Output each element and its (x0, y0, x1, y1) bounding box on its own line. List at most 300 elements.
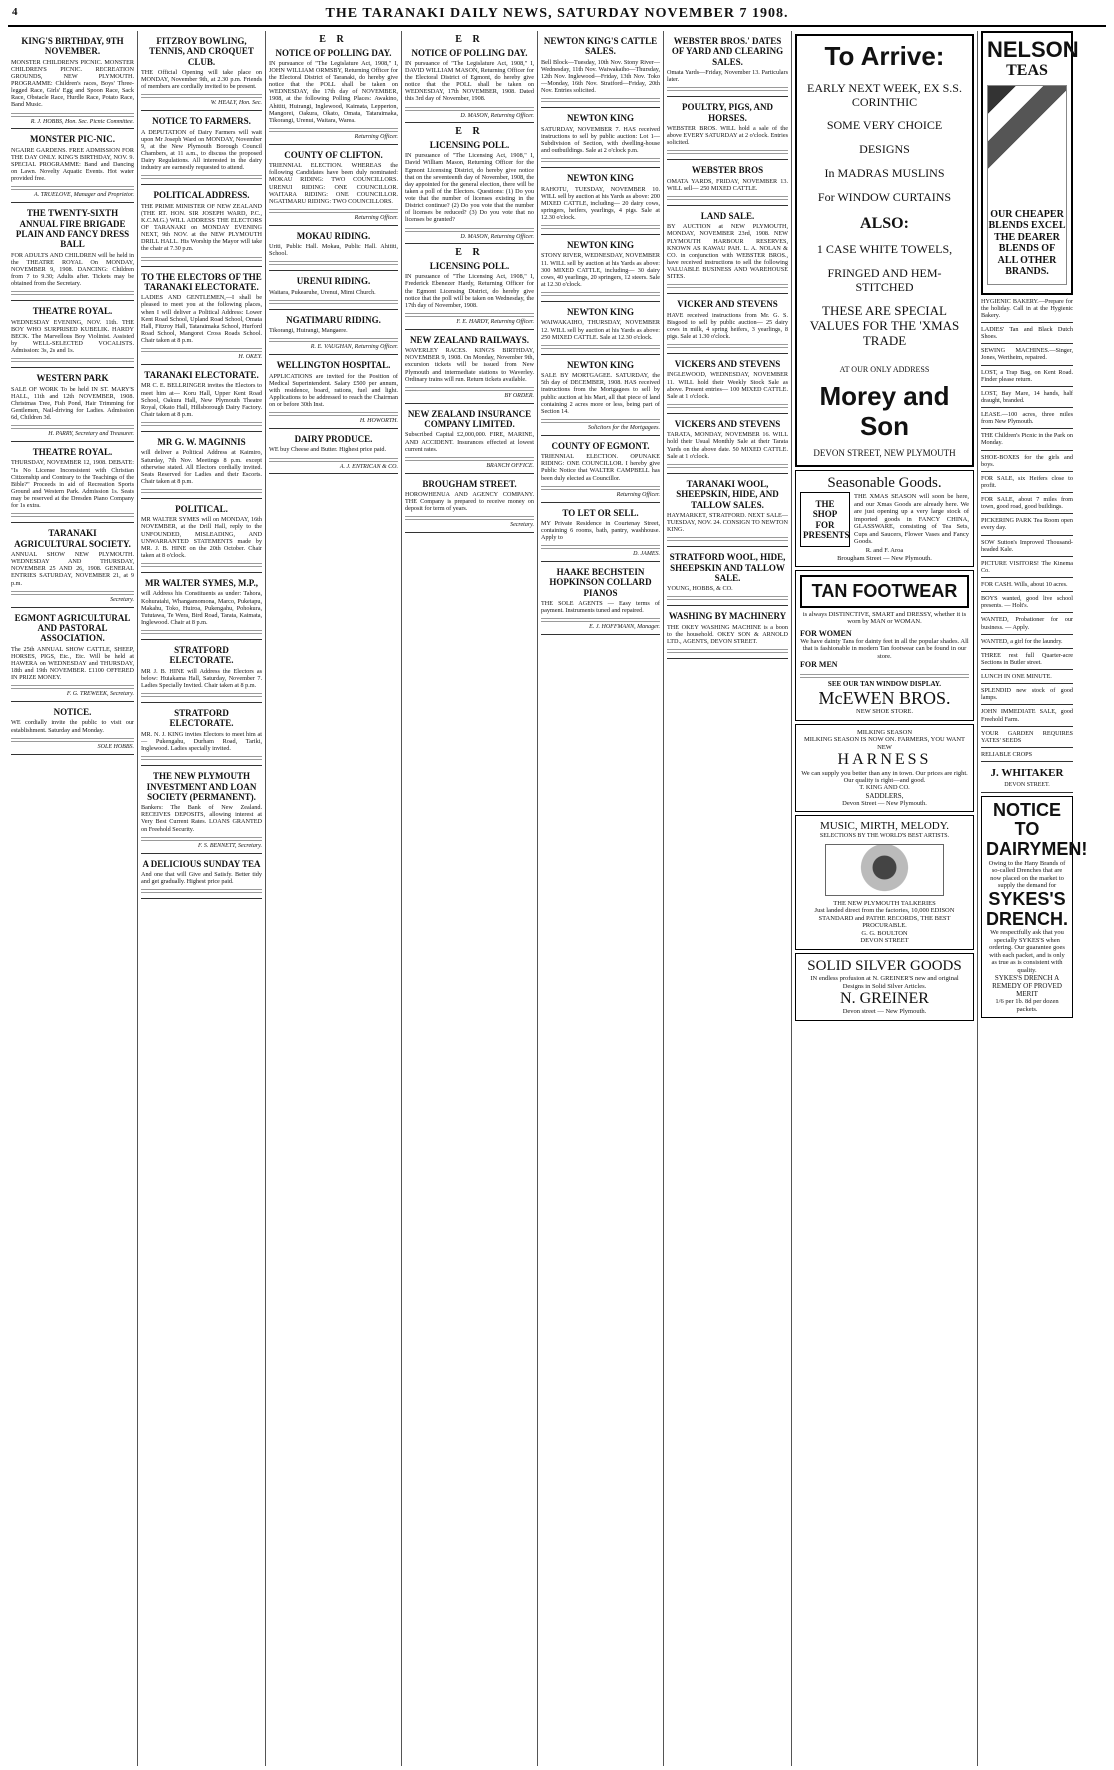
towels-line: 1 CASE WHITE TOWELS, (816, 242, 953, 257)
text-filler (800, 672, 969, 678)
small-advert: LOST, a Trap Bag, on Kent Road. Finder please return. (981, 366, 1073, 387)
advertisement (541, 562, 660, 635)
advertisement (541, 31, 660, 108)
mcewen-firm: McEWEN BROS. (818, 687, 951, 708)
sykes-heading: SYKES'S DRENCH. (986, 888, 1069, 929)
greiner-advert (795, 953, 974, 1021)
advert-body: TARATA, MONDAY, NOVEMBER 16. WILL hold their Usual Monthly Sale at their Tarata Yards on the above date. 50 MIXED CATTLE. Sale at 1 o'clock. (667, 431, 788, 460)
advert-heading: NEW ZEALAND INSURANCE COMPANY LIMITED. (407, 408, 532, 430)
advert-signature: BRANCH OFFICE. (486, 462, 534, 469)
mcewen-subheading: NEW SHOE STORE. (856, 708, 913, 716)
advert-heading: TARANAKI WOOL, SHEEPSKIN, HIDE, AND TALLOW SALES. (676, 478, 779, 510)
advertisement (141, 703, 262, 766)
royal-cipher: E R (455, 247, 484, 259)
advert-body: The 25th ANNUAL SHOW CATTLE, SHEEP, HORSES, PIGS, Etc., Etc. Will be held at HAWERA on WEDNESDAY and THURSDAY, 18th and 19th NOVEMBER. £1100 OFFERED IN PRIZE MONEY. (11, 645, 134, 682)
text-filler (141, 487, 262, 493)
small-advert: SPLENDID new stock of good lamps. (981, 684, 1073, 705)
text-filler (541, 156, 660, 162)
advert-heading: NEWTON KING (566, 113, 635, 124)
also-line: ALSO: (860, 214, 909, 232)
small-advert: LUNCH IN ONE MINUTE. (981, 670, 1073, 684)
tea-illustration (987, 85, 1067, 285)
advert-signature: Returning Officer. (354, 133, 398, 140)
advert-signature: F. E. HARDY, Returning Officer. (456, 318, 534, 325)
small-advert: LEASE.—100 acres, three miles from New Plymouth. (981, 408, 1073, 429)
text-filler (667, 342, 788, 348)
advert-body: Subscribed Capital £2,000,000. FIRE, MARINE, AND ACCIDENT. Insurances effected at lowest current rates. (405, 431, 534, 453)
advert-body: TRIENNIAL ELECTION. OPUNAKE RIDING: ONE COUNCILLOR. I hereby give Public Notice that WALTER CAMPBELL has been duly elected as Councillor. (541, 453, 660, 482)
talkeries-advert (795, 815, 974, 949)
advertisement (541, 355, 660, 436)
morey-street: DEVON STREET, NEW PLYMOUTH (813, 448, 956, 459)
text-filler (269, 410, 398, 416)
advert-body: WAVERLEY RACES. KING'S BIRTHDAY, NOVEMBER 9, 1908. On Monday, November 9th, excursion tickets will be issued from New Plymouth and intermediate stations to Waverley. Ordinary trains will run. Return tickets available. (405, 347, 534, 383)
text-filler (405, 226, 534, 232)
advert-heading: STRATFORD ELECTORATE. (169, 708, 234, 729)
advert-heading: THEATRE ROYAL. (32, 306, 113, 317)
advert-heading: STRATFORD WOOL, HIDE, SHEEPSKIN AND TALLOW SALE. (669, 552, 786, 583)
dairymen-heading: NOTICE TO DAIRYMEN! (986, 799, 1088, 860)
text-filler (541, 543, 660, 549)
advertisement (541, 108, 660, 168)
tan-advert (795, 570, 974, 721)
advert-heading: URENUI RIDING. (296, 276, 371, 287)
advert-heading: LICENSING POLL. (429, 139, 510, 150)
text-filler (141, 691, 262, 697)
advert-signature: E. J. HOFFMANN, Manager. (589, 624, 660, 631)
nelson-tea-advert (981, 31, 1079, 295)
advert-heading: NEWTON KING (566, 359, 635, 370)
royal-cipher: E R (455, 34, 484, 45)
advert-body: IN pursuance of "The Legislature Act, 1908," I, JOHN WILLIAM ORMSBY, Returning Officer for the Electoral District of Taranaki, do hereby give notice that the POLL shall be taken on WEDNESDAY, the 17th day of NOVEMBER, 1908, at the following Polling Places: Awakino, Ahititi, Huirangi, Inglewood, Kaimata, Lepperton, Mangorei, Oakura, Okato, Omata, Tataraimaka, Tikorangi, Urenui, Waitara, Warea. (269, 59, 398, 124)
advert-body: TRIENNIAL ELECTION. WHEREAS the following Candidates have been duly nominated: MOKAU RIDING: TWO COUNCILLORS. URENUI RIDING: ONE COUNCILLOR. WAITARA RIDING: ONE COUNCILLOR. NGATIMARU RIDING: TWO COUNCILLORS. (269, 162, 398, 205)
column-5 (538, 31, 664, 1766)
text-filler (141, 92, 262, 98)
special-line: THESE ARE SPECIAL VALUES FOR THE 'XMAS TRADE (809, 303, 960, 349)
column-7 (792, 31, 978, 1766)
advert-body: APPLICATIONS are invited for the Position of Medical Superintendent. Salary £500 per annum, with residence, board, rations, fuel and light. Applications to be addressed to reach the Chairman on or before 30th Inst. (269, 372, 398, 409)
advert-heading: MR G. W. MAGINNIS (157, 437, 246, 448)
advert-heading: WESTERN PARK (36, 373, 109, 384)
advert-body: NGAIRE GARDENS. FREE ADMISSION FOR THE DAY ONLY. KING'S BIRTHDAY, NOV. 9. SPECIAL PROGRAMME: Band and Dancing on Lawn. Novelty Aquatic Events. Hot water provided free. (11, 146, 134, 183)
advert-body: WE buy Cheese and Butter. Highest price paid. (269, 446, 387, 454)
advert-body: HAVE received instructions from Mr. G. S. Bisgood to sell by public auction— 25 dairy cows in milk, 4 spring heifers, 3 yearlings, 8 pigs. Sale at 1.30 o'clock. (667, 311, 788, 340)
text-filler (405, 105, 534, 111)
advert-signature: H. PARRY, Secretary and Treasurer. (48, 431, 134, 438)
small-advert: YOUR GARDEN REQUIRES YATES' SEEDS (981, 727, 1073, 748)
advert-signature: Secretary. (110, 596, 134, 603)
advertisement (269, 226, 398, 272)
advert-body: Bell Block—Tuesday, 10th Nov. Stony River—Wednesday, 11th Nov. Waiwakaiho—Thursday, 12th Nov. Inglewood—Friday, 13th Nov. Toko—Monday, 16th Nov. Stratford—Friday, 20th Nov. Entries solicited. (541, 58, 660, 95)
gramophone-illustration (825, 844, 943, 896)
seasonable-body: THE XMAS SEASON will soon be here, and our Xmas Goods are already here. We are just opening up a very large stock of imported goods in FANCY CHINA, GLASSWARE, consisting of Tea Sets, Cups and Saucers, Flower Vases and Fancy Goods. (854, 493, 969, 546)
advert-heading: NGATIMARU RIDING. (286, 314, 381, 325)
page-number: 4 (12, 6, 19, 18)
advert-body: Uriti, Public Hall. Mokau, Public Hall. Ahititi, School. (269, 243, 398, 258)
advert-heading: WELLINGTON HOSPITAL. (276, 360, 391, 371)
small-advert: SHOE-BOXES for the girls and boys. (981, 451, 1073, 472)
column-1 (8, 31, 138, 1766)
fringed-line: FRINGED AND HEM-STITCHED (827, 265, 942, 294)
text-filler (405, 514, 534, 520)
text-filler (141, 887, 262, 893)
text-filler (11, 111, 134, 117)
text-filler (141, 173, 262, 179)
advertisement (141, 267, 262, 365)
advert-body: HOROWHENUA AND AGENCY COMPANY. THE Company is prepared to receive money on deposit for term of years. (405, 490, 534, 513)
curtains-line: For WINDOW CURTAINS (817, 189, 952, 204)
advertisement (269, 355, 398, 429)
text-filler (541, 484, 660, 490)
saddlers-line: SADDLERS, (865, 791, 904, 800)
advertisement (667, 606, 788, 659)
masthead (8, 6, 1106, 27)
advertisement (541, 235, 660, 302)
small-advert: THE Children's Picnic in the Park on Monday. (981, 429, 1073, 450)
small-advert: LOST, Bay Mare, 14 hands, half draught, branded. (981, 387, 1073, 408)
tan-women: FOR WOMEN (800, 628, 852, 638)
advert-body: IN pursuance of "The Licensing Act, 1908," I, Frederick Ebenezer Hardy, Returning Officer for the Egmont Licensing District, do hereby give notice that the poll will be taken on Wednesday, the 17th day of November, 1908. (405, 273, 534, 309)
advert-signature: F. S. BENNETT, Secretary. (197, 842, 262, 849)
advertisement (667, 97, 788, 160)
advert-heading: NEWTON KING (566, 173, 635, 184)
small-advert: JOHN IMMEDIATE SALE, good Freehold Farm. (981, 705, 1073, 726)
advert-body: INGLEWOOD, WEDNESDAY, NOVEMBER 11. WILL hold their Weekly Stock Sale as above. Present entries— 100 MIXED CATTLE. Sale at 1 o'clock. (667, 371, 788, 400)
advert-signature: H. HOWORTH. (359, 418, 398, 425)
advert-signature: A. J. ENTRICAN & CO. (339, 463, 398, 470)
columns (8, 31, 1106, 1766)
small-advert: FOR CASH. Wills, about 10 acres. (981, 578, 1073, 592)
advert-body: HAYMARKET, STRATFORD. NEXT SALE—TUESDAY, NOV. 24. CONSIGN TO NEWTON KING. (667, 511, 788, 534)
advert-signature: W. HEALY, Hon. Sec. (210, 100, 262, 107)
tan-body: We have dainty Tans for dainty feet in all the popular shades. All that is fashionable in modern Tan footwear can be found in our store. (800, 637, 969, 660)
advertisement (541, 168, 660, 235)
text-filler (141, 255, 262, 261)
text-filler (269, 298, 398, 304)
advertisement (667, 354, 788, 414)
advertisement (11, 129, 134, 203)
small-advert: WANTED, Probationer for our business. — Apply. (981, 613, 1073, 634)
advert-heading: WEBSTER BROS.' DATES OF YARD AND CLEARING SALES. (671, 36, 784, 67)
advertisement (269, 145, 398, 226)
small-advert: PICKERING PARK Tea Room open every day. (981, 514, 1073, 535)
choice-line-1: SOME VERY CHOICE (826, 118, 943, 133)
talkeries-body: Just landed direct from the factories, 10,000 EDISON STANDARD and PATHE RECORDS, THE BEST PROCURABLE. (814, 907, 955, 930)
text-filler (11, 289, 134, 295)
music-subheading: SELECTIONS BY THE WORLD'S BEST ARTISTS. (819, 833, 950, 840)
advert-heading: A DELICIOUS SUNDAY TEA (142, 858, 261, 869)
advert-signature: A. TRUELOVE, Manager and Proprietor. (34, 192, 134, 199)
advert-heading: WEBSTER BROS (691, 165, 764, 176)
small-advert: LADIES' Tan and Black Dutch Shoes. (981, 323, 1073, 344)
nelson-heading: NELSON (987, 37, 1079, 62)
advert-heading: COUNTY OF EGMONT. (551, 440, 650, 451)
small-advert: THREE rest full Quarter-acre Sections in Butler street. (981, 649, 1073, 670)
advertisement (667, 294, 788, 354)
teas-heading: TEAS (1006, 62, 1048, 80)
advert-body: MR J. B. HINE will Address the Electors as below: Huiakama Hall, Saturday, November 7. Ladies Specially Invited. Chair taken at 8 p.m. (141, 667, 262, 689)
whitaker-firm: J. WHITAKER (990, 767, 1064, 780)
text-filler (11, 589, 134, 595)
text-filler (141, 420, 262, 426)
small-advert: BOYS wanted, good live school presents. — Holt's. (981, 592, 1073, 613)
masthead-title: THE TARANAKI DAILY NEWS, SATURDAY NOVEMBER 7 1908. (325, 6, 789, 21)
arrive-subheading: EARLY NEXT WEEK, EX S.S. CORINTHIC (807, 80, 962, 109)
tea-caption: OUR CHEAPER BLENDS EXCEL THE DEARER BLENDS OF ALL OTHER BRANDS. (988, 208, 1066, 278)
small-advert: HYGIENIC BAKERY.—Prepare for the holiday. Call in at the Hygienic Bakery. (981, 295, 1073, 323)
advert-heading: MONSTER PIC-NIC. (29, 134, 115, 145)
advert-body: THE Official Opening will take place on MONDAY, November 9th, at 2.30 p.m. Friends of members are cordially invited to be present. (141, 69, 262, 91)
small-advert: FOR SALE, about 7 miles from town, good road, good buildings. (981, 493, 1073, 514)
advert-heading: STRATFORD ELECTORATE. (169, 645, 234, 666)
advert-body: YOUNG, HOBBS, & CO. (667, 585, 733, 593)
advert-body: MR C. E. BELLRINGER invites the Electors to meet him at— Koru Hall, Upper Kent Road School, Oakura Hall, New Plymouth Theatre Royal, Okato Hall, Hillsborough Dairy Factory. Chair taken at 8 p.m. (141, 382, 262, 418)
advert-heading: FITZROY BOWLING, TENNIS, AND CROQUET CLUB. (149, 36, 254, 67)
tan-heading: TAN FOOTWEAR (800, 575, 969, 608)
advert-body: WEDNESDAY EVENING, NOV. 11th. THE BOY WHO SURPRISED KUBELIK. HARDY BECK. The Marvellous Boy Violinist. Assisted by WELL-SELECTED VOCALISTS. Admission: 3s, 2s and 1s. (11, 318, 134, 355)
advert-signature: D. JAMES. (633, 551, 660, 558)
advert-body: Omata Yards—Friday, November 13. Particulars later. (667, 69, 788, 84)
text-filler (667, 194, 788, 200)
advertisement (11, 31, 134, 129)
advert-heading: NOTICE TO FARMERS. (152, 116, 251, 127)
advert-body: THE SOLE AGENTS — Easy terms of payment. Instruments tuned and repaired. (541, 600, 660, 615)
text-filler (269, 336, 398, 342)
morey-advert (795, 34, 974, 467)
advertisement (541, 436, 660, 503)
column-2 (138, 31, 266, 1766)
advert-body: FOR ADULTS AND CHILDREN will be held in the THEATRE ROYAL On MONDAY, NOVEMBER 9, 1908. DANCING: Children from 7 to 9.30; Adults after. Tickets may be obtained from the Secretary. (11, 251, 134, 288)
silver-heading: SOLID SILVER GOODS (807, 957, 962, 974)
small-advertisements (981, 295, 1073, 762)
price-line: 1/6 per 1b. 8d per dozen packets. (995, 998, 1059, 1013)
tan-men: FOR MEN (800, 660, 838, 670)
advert-signature: F. G. TREWEEK, Secretary. (66, 691, 134, 698)
advert-body: OMATA YARDS, FRIDAY, NOVEMBER 13. WILL sell— 250 MIXED CATTLE. (667, 177, 788, 192)
advert-body: will deliver a Political Address at Kaimiro, Saturday, 7th Nov. Meetings 8 p.m. except otherwise stated. All Electors cordially invited. Seats Reserved for Ladies and their Escorts. Chair taken at 8 p.m. (141, 449, 262, 485)
advertisement (141, 854, 262, 900)
column-8 (978, 31, 1088, 1766)
advertisement (667, 206, 788, 294)
advert-heading: LAND SALE. (700, 210, 755, 221)
small-advert: SEWING MACHINES.—Singer, Jones, Wertheim, repaired. (981, 344, 1073, 365)
column-4 (402, 31, 538, 1766)
text-filler (541, 223, 660, 229)
advert-body: WE cordially invite the public to visit our establishment. Saturday and Monday. (11, 719, 134, 734)
text-filler (667, 282, 788, 288)
greiner-address: Devon street — New Plymouth. (842, 1008, 927, 1016)
remedy-line: SYKES'S DRENCH A REMEDY OF PROVED MERIT (992, 974, 1062, 999)
small-advert: SOW Sutton's Improved Thousand-headed Kale. (981, 536, 1073, 557)
text-filler (405, 311, 534, 317)
advert-heading: WASHING BY MACHINERY (668, 611, 787, 622)
small-advert: PICTURE VISITORS! The Kinema Co. (981, 557, 1073, 578)
small-advert: FOR SALE, six Heifers close to profit. (981, 472, 1073, 493)
choice-line-2: DESIGNS (859, 142, 910, 157)
advert-signature: D. MASON, Returning Officer. (460, 112, 534, 119)
text-filler (11, 683, 134, 689)
text-filler (667, 148, 788, 154)
advertisement (11, 301, 134, 368)
advertisement (11, 523, 134, 607)
advert-heading: NOTICE. (53, 707, 92, 718)
advert-signature: Returning Officer. (354, 214, 398, 221)
advertisement (269, 429, 398, 474)
advert-body: MR WALTER SYMES will on MONDAY, 16th NOVEMBER, at the Drill Hall, reply to the UNFOUNDED, MISLEADING, AND UNWARRANTED STATEMENTS made by MR. J. B. HINE on the 20th October. Chair taken at 8 o'clock. (141, 516, 262, 559)
advert-signature: SOLE HOBBS. (97, 743, 134, 750)
advert-body: MONSTER CHILDREN'S PICNIC. MONSTER CHILDREN'S PICNIC. RECREATION GROUNDS, NEW PLYMOUTH. PROGRAMME: Children's races, Boys' Three-legged Race, Girls' Egg and Spoon Race, Sack Race, Obstacle Race, Hurdle Race, Potato Race, Band Music. (11, 58, 134, 109)
seasonable-heading: Seasonable Goods. (827, 474, 942, 491)
advert-body: MY Private Residence in Courtenay Street, containing 6 rooms, bath, pantry, washhouse. Apply to (541, 519, 660, 542)
advertisement (541, 302, 660, 355)
advert-body: And one that will Give and Satisfy. Better tidy and get gradually. Highest price paid. (141, 870, 262, 886)
advertisement (667, 547, 788, 606)
whitaker-address: DEVON STREET. (1004, 781, 1050, 788)
tan-window: SEE OUR TAN WINDOW DISPLAY. (827, 679, 942, 688)
advertisement (141, 499, 262, 573)
advert-heading: POLITICAL ADDRESS. (153, 190, 250, 201)
advert-signature: R. J. HOBBS, Hon. Sec. Picnic Committee. (30, 118, 134, 125)
text-filler (269, 259, 398, 265)
advert-heading: TO LET OR SELL. (562, 507, 639, 518)
advert-heading: THE TWENTY-SIXTH ANNUAL FIRE BRIGADE PLAIN AND FANCY DRESS BALL (15, 208, 130, 250)
text-filler (269, 126, 398, 132)
advertisement (405, 330, 534, 404)
advert-heading: DAIRY PRODUCE. (294, 434, 373, 445)
text-filler (541, 96, 660, 102)
advertisement (667, 160, 788, 206)
text-filler (667, 647, 788, 653)
text-filler (11, 184, 134, 190)
text-filler (141, 754, 262, 760)
text-filler (141, 346, 262, 352)
text-filler (541, 290, 660, 296)
text-filler (141, 628, 262, 634)
tan-subheading: is always DISTINCTIVE, SMART and DRESSY, whether it is worn by MAN or WOMAN. (802, 610, 967, 626)
advertisement (269, 271, 398, 309)
advert-heading: MOKAU RIDING. (296, 230, 371, 241)
column-6 (664, 31, 792, 1766)
advert-heading: THE NEW PLYMOUTH INVESTMENT AND LOAN SOCIETY (PERMANENT). (146, 771, 257, 802)
text-filler (667, 402, 788, 408)
royal-cipher: E R (319, 34, 348, 45)
aroa-firm: R. and F. Aroa (865, 547, 904, 555)
arrive-heading: To Arrive: (824, 41, 945, 71)
aroa-advert (795, 470, 974, 568)
advertisement (11, 203, 134, 301)
advert-heading: NEWTON KING (566, 240, 635, 251)
advert-heading: VICKERS AND STEVENS (674, 418, 781, 429)
address-line: AT OUR ONLY ADDRESS (839, 365, 930, 375)
advertisement (141, 185, 262, 266)
advert-body: SALE OF WORK To be held IN ST. MARY'S HALL, 11th and 12th NOVEMBER, 1908. Christmas Tree, Fish Pond, Hair Trimming for Gentlemen, Nail-driving for Ladies. Admission 6d, Children 3d. (11, 385, 134, 422)
advert-body: SALE BY MORTGAGEE. SATURDAY, the 5th day of DECEMBER, 1908. HAS received instructions from the Mortgagees to sell by public auction at his Mart, all that piece of land containing 2 acres more or less, being part of Section 14. (541, 372, 660, 415)
advert-body: IN pursuance of "The Licensing Act, 1908," I, David William Mason, Returning Officer for the Egmont Licensing District, do hereby give notice that on the seventeenth day of November, 1908, the day appointed for the general election, there will be taken a poll of the Electors. Questions: (1) Do you vote that the number of licenses existing in the District continue? (2) Do you vote that the number of licenses be reduced? (3) Do you vote that no licenses be granted? (405, 152, 534, 224)
advert-heading: COUNTY OF CLIFTON. (284, 149, 383, 160)
advertisement (405, 404, 534, 474)
tking-firm: T. KING AND CO. (859, 784, 910, 792)
advertisement (667, 474, 788, 547)
advert-heading: TARANAKI AGRICULTURAL SOCIETY. (14, 528, 131, 549)
advertisement (269, 31, 398, 145)
advert-body: ANNUAL SHOW NEW PLYMOUTH. WEDNESDAY AND THURSDAY, NOVEMBER 25 AND 26, 1908. GENERAL ENTRIES SATURDAY, NOVEMBER 21, at 9 p.m. (11, 551, 134, 587)
advert-heading: KING'S BIRTHDAY, 9TH NOVEMBER. (21, 36, 124, 57)
text-filler (269, 456, 398, 462)
boulton-firm: G. G. BOULTON (861, 929, 908, 937)
advertisement (141, 573, 262, 640)
text-filler (667, 85, 788, 91)
advert-body: STONY RIVER, WEDNESDAY, NOVEMBER 11. WILL sell by auction at his Yards as above: 300 MIXED CATTLE, including— 30 dairy cows, 40 yearlings, 20 springers, 12 steers. Sale at 12.30 o'clock. (541, 252, 661, 288)
advert-signature: BY ORDER. (504, 392, 534, 399)
small-advert: RELIABLE CROPS (981, 748, 1073, 762)
advert-heading: LICENSING POLL. (429, 260, 510, 271)
small-advert: WANTED, a girl for the laundry. (981, 635, 1073, 649)
whitaker-advert (981, 762, 1073, 793)
advert-body: LADIES AND GENTLEMEN,—I shall be pleased to meet you at the following places, when I will deliver a Political Address: Lower Kent Road School, Upland Road School, Omata Hall, Fitzroy Hall, Tataraimaka School, Hurford Road School, Mangorei Cross Roads School. Chair taken at 8 p.m. (141, 294, 262, 345)
advert-body: IN pursuance of "The Legislature Act, 1908," I, DAVID WILLIAM MASON, Returning Officer for the Electoral District of Egmont, do hereby give notice that the POLL shall be taken on WEDNESDAY, 17th NOVEMBER, 1908. Dated this 3rd day of November, 1908. (405, 59, 534, 103)
advert-signature: Secretary. (510, 522, 534, 529)
advertisement (11, 702, 134, 754)
text-filler (11, 736, 134, 742)
advert-body: Bankers: The Bank of New Zealand. RECEIVES DEPOSITS, allowing interest at Very Best Current Rates. LOANS GRANTED on Freehold Security. (141, 804, 262, 833)
advertisement (141, 640, 262, 703)
advert-heading: NOTICE OF POLLING DAY. (411, 47, 528, 58)
morey-firm: Morey and Son (819, 381, 950, 442)
advertisement (405, 31, 534, 123)
aroa-address: Brougham Street — New Plymouth. (837, 554, 932, 562)
advert-heading: THEATRE ROYAL. (32, 447, 113, 458)
text-filler (405, 385, 534, 391)
advert-heading: VICKERS AND STEVENS (674, 359, 781, 370)
advert-heading: HAAKE BECHSTEIN HOPKINSON COLLARD PIANOS (549, 567, 652, 598)
text-filler (11, 423, 134, 429)
royal-cipher: E R (455, 126, 484, 138)
advert-heading: VICKER AND STEVENS (677, 299, 778, 310)
advert-heading: POULTRY, PIGS, AND HORSES. (681, 102, 774, 123)
text-filler (11, 511, 134, 517)
advert-body: THE OKEY WASHING MACHINE is a boon to the household. OKEY SON & ARNOLD LTD., AGENTS, DEVON STREET. (667, 623, 788, 645)
advertisement (11, 368, 134, 442)
advertisement (141, 111, 262, 185)
sykes-advert (981, 796, 1088, 1019)
text-filler (269, 207, 398, 213)
advertisement (141, 365, 262, 432)
text-filler (405, 455, 534, 461)
text-filler (541, 616, 660, 622)
advertisement (541, 503, 660, 563)
text-filler (541, 417, 660, 423)
advert-body: MR. N. J. KING invites Electors to meet him at— Pukengahu, Durham Road, Tariki, Inglewood. Ladies specially invited. (141, 730, 262, 753)
advertisement (405, 123, 534, 244)
advert-heading: EGMONT AGRICULTURAL AND PASTORAL ASSOCIATION. (14, 612, 131, 644)
madras-line: In MADRAS MUSLINS (824, 166, 945, 181)
advertisement (405, 474, 534, 534)
harness-heading: HARNESS (837, 751, 932, 769)
greiner-firm: N. GREINER (840, 990, 929, 1007)
advert-heading: NEWTON KING'S CATTLE SALES. (543, 36, 658, 57)
tking-address: Devon Street — New Plymouth. (842, 800, 927, 807)
milking-subheading: MILKING SEASON IS NOW ON. FARMERS, YOU WANT NEW (803, 736, 965, 751)
advert-signature: R. E. VAUGHAN, Returning Officer. (310, 344, 398, 351)
text-filler (667, 462, 788, 468)
advertisement (667, 414, 788, 474)
advert-heading: TO THE ELECTORS OF THE TARANAKI ELECTORATE. (141, 271, 262, 292)
advert-body: RAHOTU, TUESDAY, NOVEMBER 10. WILL sell by auction at his Yards as above: 200 MIXED CATTLE, including— 20 dairy cows, springers, heifers, yearlings, 4 pigs. Sale at 12.30 o'clock. (541, 185, 660, 221)
boulton-address: DEVON STREET (860, 937, 909, 945)
advert-heading: MR WALTER SYMES, M.P., (145, 578, 258, 589)
harness-body: We can supply you better than any in town. Our prices are right. Our quality is right—and good. (801, 769, 968, 785)
milking-heading: MILKING SEASON (856, 728, 913, 736)
